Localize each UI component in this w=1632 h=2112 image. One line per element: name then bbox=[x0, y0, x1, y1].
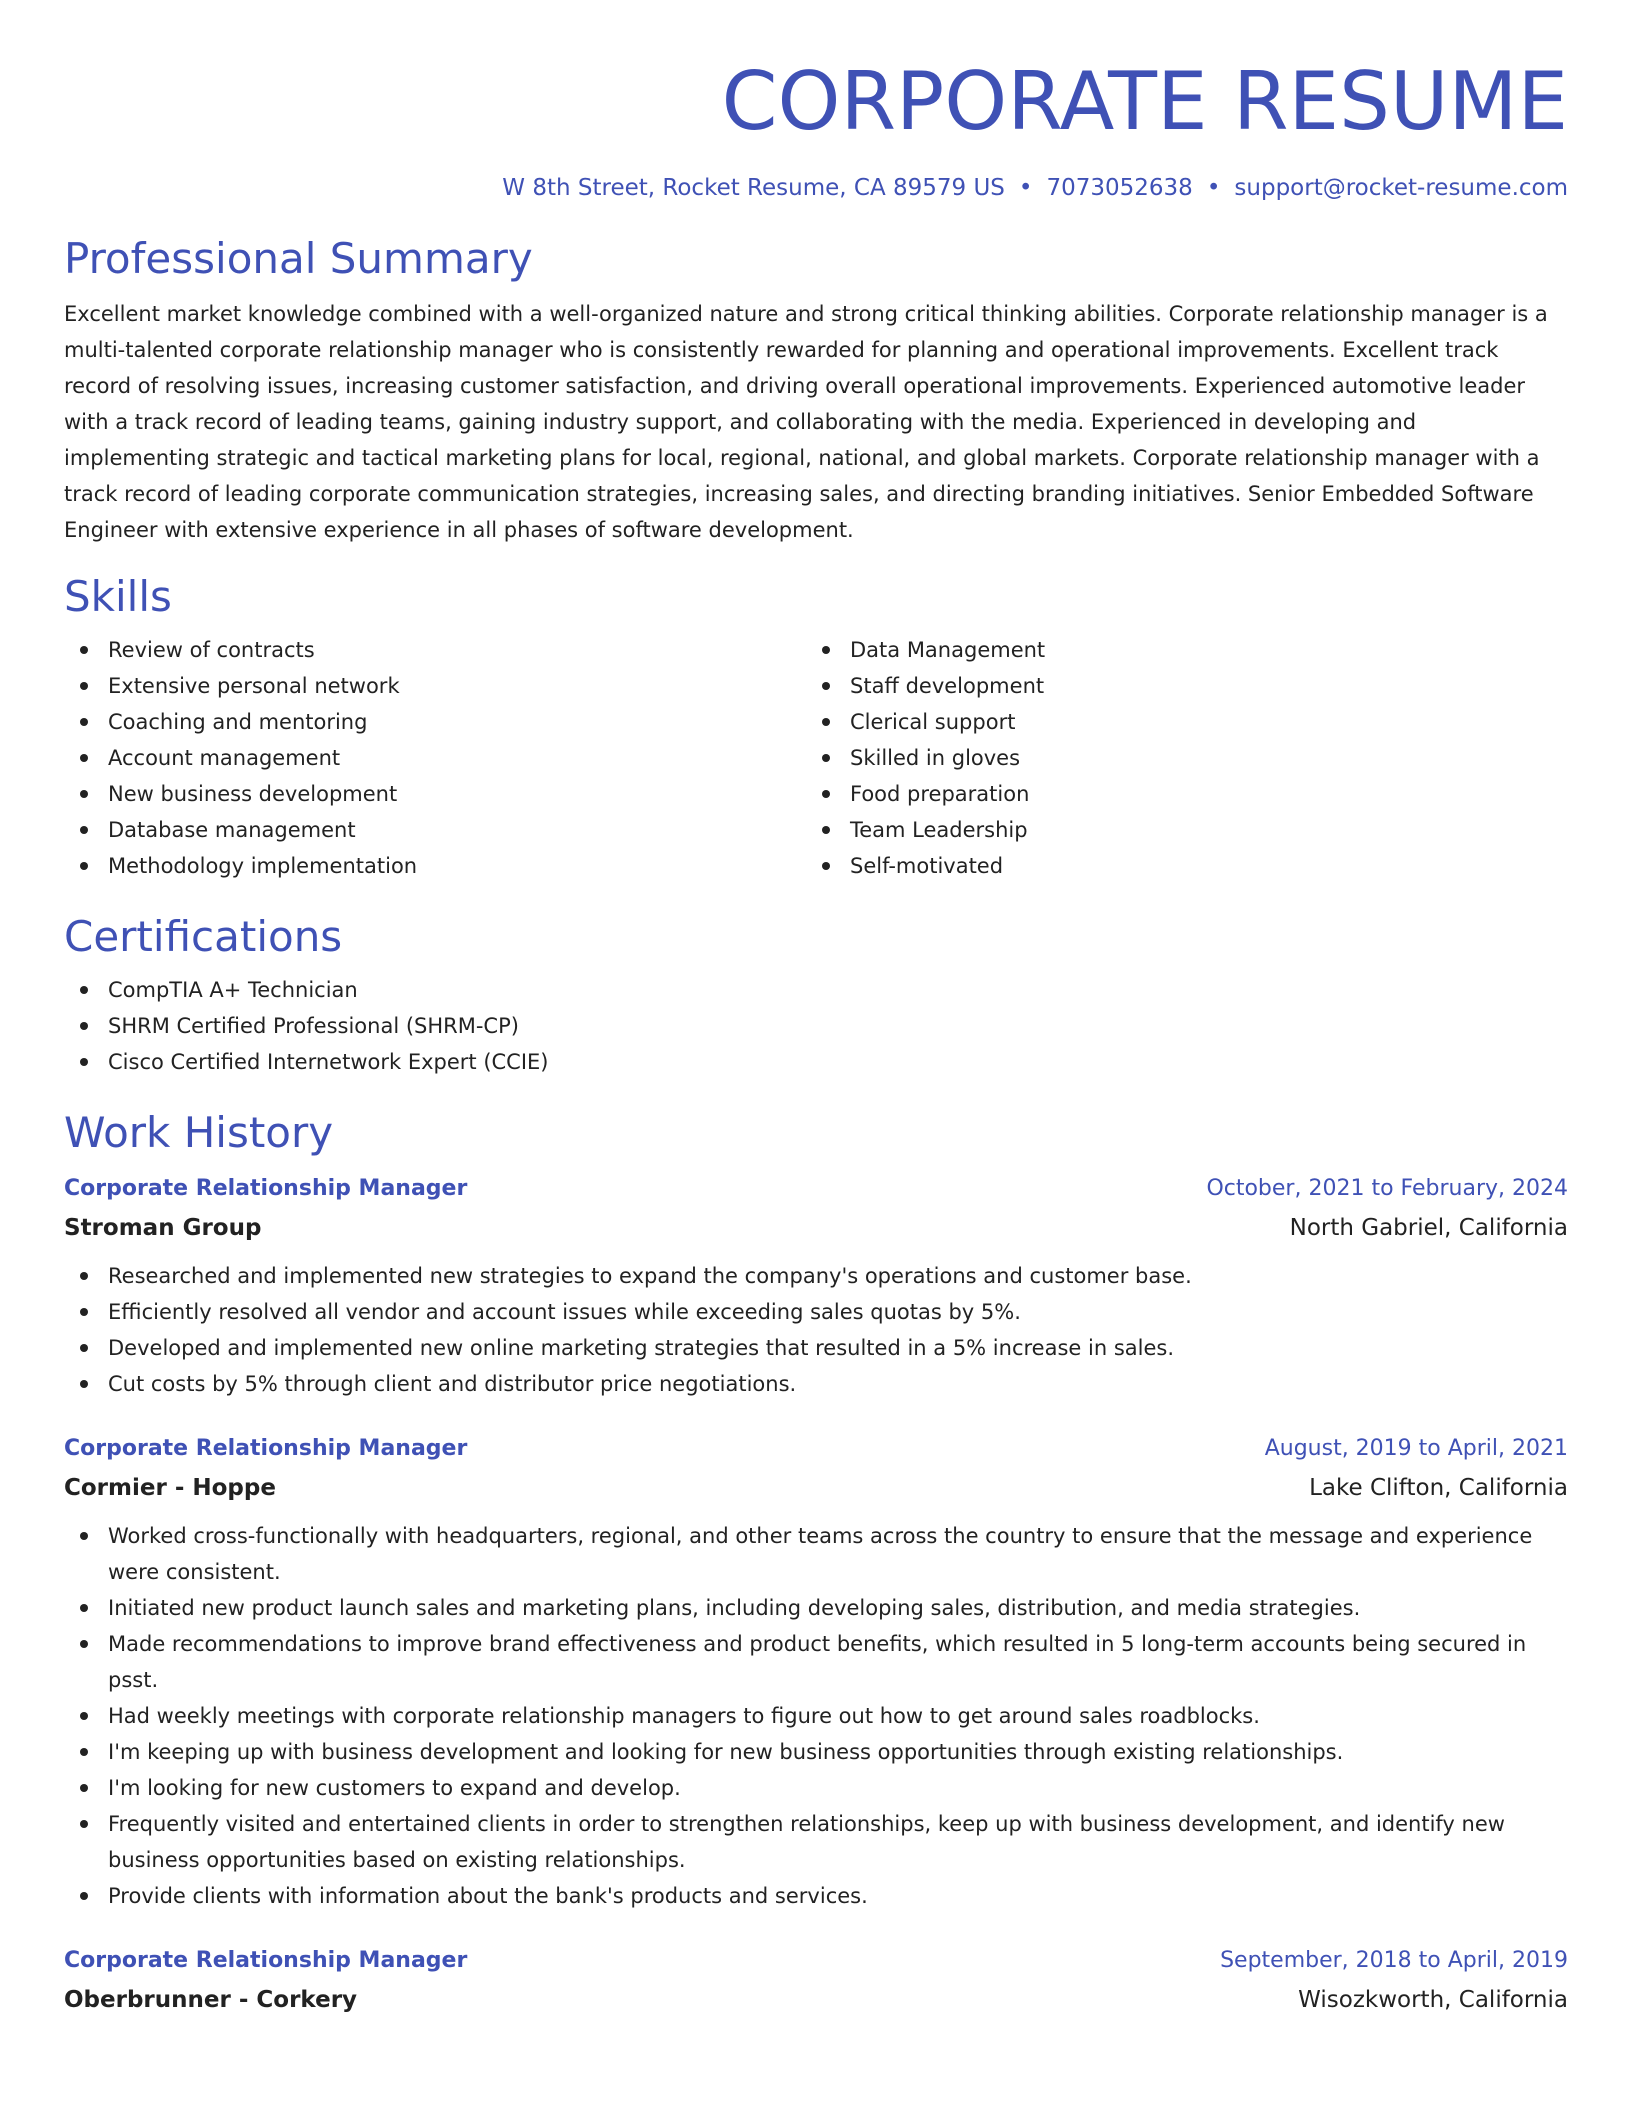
resume-header bbox=[64, 0, 1568, 204]
job-title-row bbox=[64, 1942, 1568, 1980]
summary-heading: Professional Summary bbox=[64, 234, 533, 283]
job-bullet: Efficiently resolved all vendor and account issues while exceeding sales quotas by 5%. bbox=[64, 1294, 1568, 1330]
job-company: Oberbrunner - Corkery bbox=[64, 1987, 358, 2013]
skill-item: Self-motivated bbox=[806, 848, 1548, 884]
contact-line bbox=[64, 172, 1568, 204]
job-title: Corporate Relationship Manager bbox=[64, 1948, 468, 1973]
job-bullet: I'm looking for new customers to expand and develop. bbox=[64, 1770, 1568, 1806]
job-bullet: Made recommendations to improve brand effectiveness and product benefits, which resulted in 5 long-term accounts being secured in psst. bbox=[64, 1626, 1568, 1698]
job-bullet: Developed and implemented new online marketing strategies that resulted in a 5% increase in sales. bbox=[64, 1330, 1568, 1366]
skill-item: Extensive personal network bbox=[64, 668, 806, 704]
job-bullet: Worked cross-functionally with headquarters, regional, and other teams across the country to ensure that the message and experience were consistent. bbox=[64, 1518, 1568, 1590]
job-location: Lake Clifton, California bbox=[1309, 1475, 1568, 1501]
job-bullet: Initiated new product launch sales and marketing plans, including developing sales, distribution, and media strategies. bbox=[64, 1590, 1568, 1626]
skill-item: Data Management bbox=[806, 632, 1548, 668]
contact-separator: • bbox=[1018, 175, 1033, 201]
summary-section bbox=[64, 232, 1568, 548]
certification-item: Cisco Certified Internetwork Expert (CCIE) bbox=[64, 1044, 1568, 1080]
job-bullets bbox=[64, 1258, 1568, 1402]
skill-item: Review of contracts bbox=[64, 632, 806, 668]
job-bullet: Cut costs by 5% through client and distributor price negotiations. bbox=[64, 1366, 1568, 1402]
job-bullet: Provide clients with information about the bank's products and services. bbox=[64, 1878, 1568, 1914]
skill-item: Account management bbox=[64, 740, 806, 776]
work-history-section bbox=[64, 1106, 1568, 2020]
certifications-section bbox=[64, 910, 1568, 1080]
skill-item: Skilled in gloves bbox=[806, 740, 1548, 776]
skills-heading: Skills bbox=[64, 572, 172, 621]
skills-columns bbox=[64, 632, 1568, 884]
skills-list-left bbox=[64, 632, 806, 884]
skill-item: Coaching and mentoring bbox=[64, 704, 806, 740]
job-bullet: I'm keeping up with business development and looking for new business opportunities through existing relationships. bbox=[64, 1734, 1568, 1770]
job-title: Corporate Relationship Manager bbox=[64, 1176, 468, 1201]
job-dates: August, 2019 to April, 2021 bbox=[1264, 1436, 1568, 1461]
resume-name: CORPORATE RESUME bbox=[721, 55, 1568, 148]
certifications-list bbox=[64, 972, 1568, 1080]
job-bullet: Researched and implemented new strategies to expand the company's operations and customer base. bbox=[64, 1258, 1568, 1294]
contact-address: W 8th Street, Rocket Resume, CA 89579 US bbox=[502, 175, 1005, 201]
certifications-heading: Certifications bbox=[64, 912, 343, 961]
job-location: North Gabriel, California bbox=[1289, 1215, 1568, 1241]
job-dates: October, 2021 to February, 2024 bbox=[1206, 1176, 1568, 1201]
job-company: Stroman Group bbox=[64, 1215, 262, 1241]
certification-item: SHRM Certified Professional (SHRM-CP) bbox=[64, 1008, 1568, 1044]
job-company-row bbox=[64, 1468, 1568, 1508]
summary-text: Excellent market knowledge combined with a well-organized nature and strong critical thinking abilities. Corporate relationship manager is a multi-talented corporate relationship manager who is consistently rewarded for planning and operational improvements. Excellent track record of resolving issues, increasing customer satisfaction, and driving overall operational improvements. Experienced automotive leader with a track record of leading teams, gaining industry support, and collaborating with the media. Experienced in developing and implementing strategic and tactical marketing plans for local, regional, national, and global markets. Corporate relationship manager with a track record of leading corporate communication strategies, increasing sales, and directing branding initiatives. Senior Embedded Software Engineer with extensive experience in all phases of software development. bbox=[64, 302, 1548, 542]
job-title-row bbox=[64, 1430, 1568, 1468]
job-entry bbox=[64, 1942, 1568, 2020]
skill-item: New business development bbox=[64, 776, 806, 812]
certification-item: CompTIA A+ Technician bbox=[64, 972, 1568, 1008]
skills-list-right bbox=[806, 632, 1548, 884]
job-title-row bbox=[64, 1170, 1568, 1208]
skill-item: Clerical support bbox=[806, 704, 1548, 740]
job-bullet: Frequently visited and entertained clients in order to strengthen relationships, keep up with business development, and identify new business opportunities based on existing relationships. bbox=[64, 1806, 1568, 1878]
skill-item: Database management bbox=[64, 812, 806, 848]
contact-email[interactable]: support@rocket-resume.com bbox=[1234, 175, 1568, 201]
job-entry bbox=[64, 1430, 1568, 1914]
skill-item: Staff development bbox=[806, 668, 1548, 704]
job-company-row bbox=[64, 1980, 1568, 2020]
job-company: Cormier - Hoppe bbox=[64, 1475, 276, 1501]
job-bullets bbox=[64, 1518, 1568, 1914]
contact-separator: • bbox=[1206, 175, 1221, 201]
job-location: Wisozkworth, California bbox=[1298, 1987, 1568, 2013]
skill-item: Team Leadership bbox=[806, 812, 1548, 848]
job-bullet: Had weekly meetings with corporate relationship managers to figure out how to get around sales roadblocks. bbox=[64, 1698, 1568, 1734]
job-entry bbox=[64, 1170, 1568, 1402]
job-company-row bbox=[64, 1208, 1568, 1248]
contact-phone: 7073052638 bbox=[1046, 175, 1193, 201]
skills-section bbox=[64, 570, 1568, 884]
job-dates: September, 2018 to April, 2019 bbox=[1220, 1948, 1568, 1973]
skill-item: Methodology implementation bbox=[64, 848, 806, 884]
job-title: Corporate Relationship Manager bbox=[64, 1436, 468, 1461]
skill-item: Food preparation bbox=[806, 776, 1548, 812]
work-history-heading: Work History bbox=[64, 1108, 334, 1157]
